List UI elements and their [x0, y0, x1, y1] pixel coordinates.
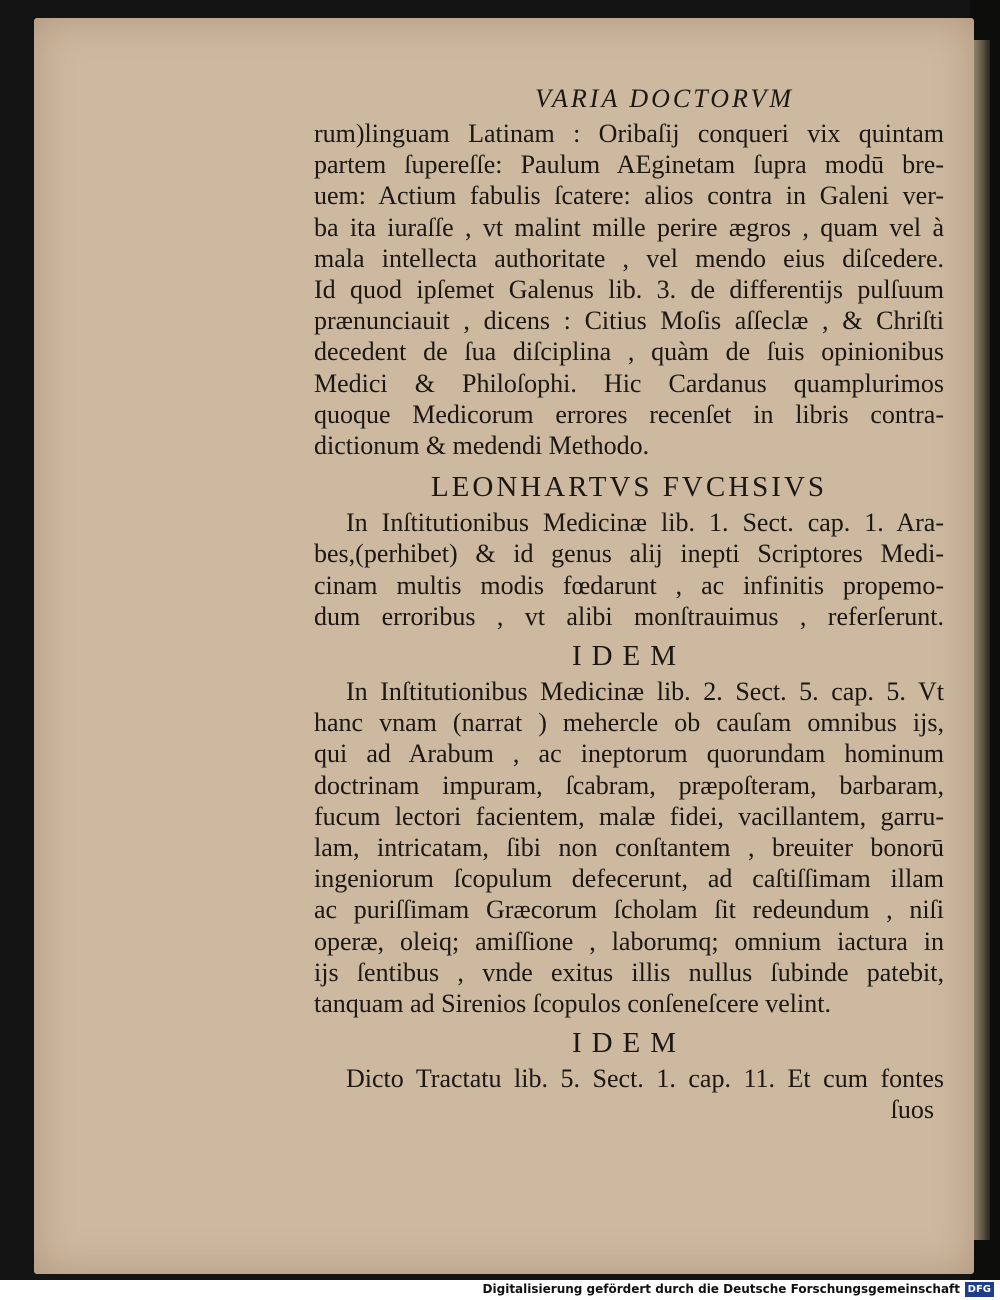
text-line: cinam multis modis fœdarunt , ac infinitis propemo-	[314, 570, 944, 600]
text-line: In Inſtitutionibus Medicinæ lib. 1. Sect. cap. 1. Ara-	[346, 508, 944, 538]
text-line: decedent de ſua diſciplina , quàm de ſuis opinionibus	[314, 337, 944, 367]
text-line: hanc vnam (narrat ) mehercle ob cauſam omnibus ijs,	[314, 708, 944, 738]
text-block	[314, 82, 944, 1125]
text-line: dictionum & medendi Methodo.	[314, 431, 650, 461]
text-line: ac puriſſimam Græcorum ſcholam ſit redeundum , niſi	[314, 895, 944, 925]
text-line: prænunciauit , dicens : Citius Moſis aſſeclæ , & Chriſti	[314, 306, 944, 336]
text-line: rum)linguam Latinam : Oribaſij conqueri vix quintam	[314, 119, 944, 148]
running-head: VARIA DOCTORVM	[535, 84, 794, 113]
text-line: quoque Medicorum errores recenſet in libris contra-	[314, 399, 944, 429]
text-line: fucum lectori facientem, malæ fidei, vacillantem, garru-	[314, 801, 944, 831]
text-line: doctrinam impuram, ſcabram, præpoſteram, barbaram,	[314, 770, 944, 800]
paragraph-2	[314, 507, 944, 632]
text-line: lam, intricatam, ſibi non conſtantem , breuiter bonorū	[314, 833, 944, 863]
text-line: Medici & Philoſophi. Hic Cardanus quamplurimos	[314, 368, 944, 398]
section-heading-fuchsius: LEONHARTVS FVCHSIVS	[430, 471, 828, 504]
funding-notice: Digitalisierung gefördert durch die Deutsche Forschungsgemeinschaft	[482, 1282, 960, 1296]
text-line: partem ſupereſſe: Paulum AEginetam ſupra modū bre-	[314, 150, 944, 180]
text-line: ingeniorum ſcopulum defecerunt, ad caſtiſſimam illam	[314, 864, 944, 894]
page-edge	[972, 40, 990, 1240]
text-line: qui ad Arabum , ac ineptorum quorundam hominum	[314, 739, 944, 769]
text-line: dum erroribus , vt alibi monſtrauimus , referſerunt.	[314, 601, 944, 631]
paragraph-4	[314, 1063, 944, 1094]
text-line: operæ, oleiq; amiſſione , laborumq; omnium iactura in	[314, 926, 944, 956]
text-line: In Inſtitutionibus Medicinæ lib. 2. Sect. 5. cap. 5. Vt	[346, 677, 944, 707]
text-line: tanquam ad Sirenios ſcopulos conſeneſcere velint.	[314, 989, 831, 1019]
text-line: uem: Actium fabulis ſcatere: alios contra in Galeni ver-	[314, 181, 944, 211]
text-line: mala intellecta authoritate , vel mendo eius diſcedere.	[314, 243, 944, 273]
catchword: ſuos	[890, 1095, 934, 1125]
section-heading-idem: IDEM	[571, 1027, 687, 1060]
dfg-logo: DFG	[965, 1282, 994, 1297]
text-line: ba ita iuraſſe , vt malint mille perire ægros , quam vel à	[314, 212, 944, 242]
text-line: Id quod ipſemet Galenus lib. 3. de differentijs pulſuum	[314, 275, 944, 305]
paragraph-3	[314, 676, 944, 1019]
text-line: Dicto Tractatu lib. 5. Sect. 1. cap. 11. Et cum fontes	[346, 1064, 944, 1094]
text-line: ijs ſentibus , vnde exitus illis nullus ſubinde patebit,	[314, 957, 944, 987]
text-line: bes,(perhibet) & id genus alij inepti Scriptores Medi-	[314, 539, 944, 569]
paragraph-1	[314, 118, 944, 461]
section-heading-idem: IDEM	[571, 640, 687, 673]
